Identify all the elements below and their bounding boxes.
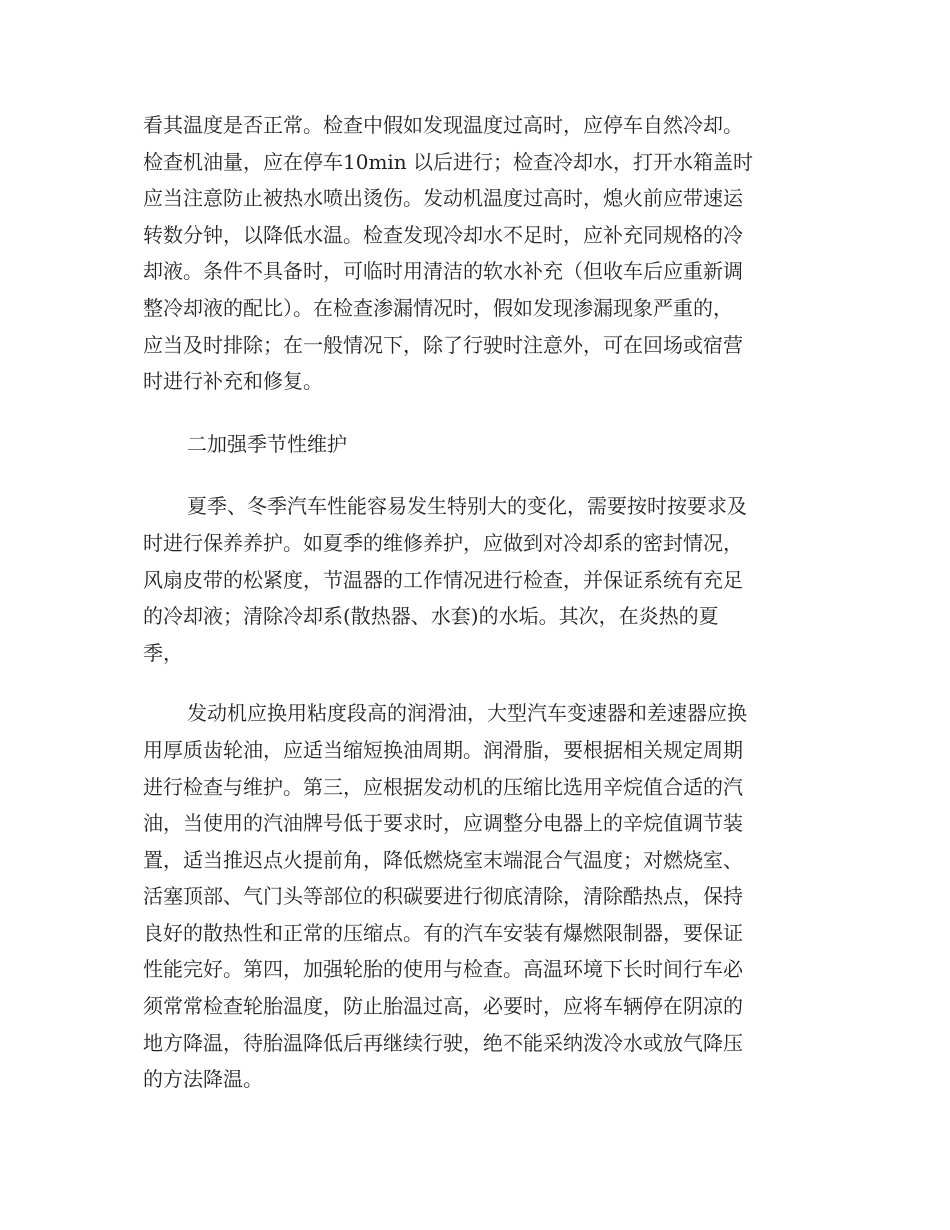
- text-line: 用厚质齿轮油，应适当缩短换油周期。润滑脂，要根据相关规定周期: [143, 737, 743, 762]
- text-line: 检查机油量，应在停车10min 以后进行；检查冷却水，打开水箱盖时: [143, 149, 754, 174]
- paragraph-1: [143, 107, 813, 400]
- text-line: 活塞顶部、气门头等部位的积碳要进行彻底清除，清除酷热点，保持: [143, 884, 743, 909]
- text-line: 油，当使用的汽油牌号低于要求时，应调整分电器上的辛烷值调节装: [143, 811, 743, 836]
- text-line: 的冷却液；清除冷却系(散热器、水套)的水垢。其次，在炎热的夏: [143, 604, 719, 629]
- text-line: 却液。条件不具备时，可临时用清洁的软水补充（但收车后应重新调: [143, 259, 743, 284]
- text-line: 风扇皮带的松紧度，节温器的工作情况进行检查，并保证系统有充足: [143, 567, 743, 592]
- text-line: 良好的散热性和正常的压缩点。有的汽车安装有爆燃限制器，要保证: [143, 920, 743, 945]
- text-line: 性能完好。第四，加强轮胎的使用与检查。高温环境下长时间行车必: [143, 957, 743, 982]
- text-line: 须常常检查轮胎温度，防止胎温过高，必要时，应将车辆停在阴凉的: [143, 994, 743, 1019]
- text-line: 时进行保养养护。如夏季的维修养护，应做到对冷却系的密封情况，: [143, 530, 743, 555]
- paragraph-2: [143, 488, 813, 671]
- paragraph-3: [143, 695, 813, 1098]
- text-line: 整冷却液的配比）。在检查渗漏情况时，假如发现渗漏现象严重的，: [143, 295, 733, 320]
- text-line: 夏季、冬季汽车性能容易发生特别大的变化，需要按时按要求及: [187, 494, 747, 519]
- text-line: 转数分钟，以降低水温。检查发现冷却水不足时，应补充同规格的冷: [143, 222, 743, 247]
- text-line: 应当及时排除；在一般情况下，除了行驶时注意外，可在回场或宿营: [143, 332, 743, 357]
- section-heading: 二加强季节性维护: [187, 431, 347, 456]
- text-line: 地方降温，待胎温降低后再继续行驶，绝不能采纳泼冷水或放气降压: [143, 1030, 743, 1055]
- document-page: [143, 107, 813, 1098]
- text-line: 发动机应换用粘度段高的润滑油，大型汽车变速器和差速器应换: [187, 701, 747, 726]
- text-line: 应当注意防止被热水喷出烫伤。发动机温度过高时，熄火前应带速运: [143, 186, 743, 211]
- text-line: 季，: [143, 640, 183, 665]
- text-line: 时进行补充和修复。: [143, 369, 323, 394]
- text-line: 置，适当推迟点火提前角，降低燃烧室末端混合气温度；对燃烧室、: [143, 847, 743, 872]
- text-line: 看其温度是否正常。检查中假如发现温度过高时，应停车自然冷却。: [143, 113, 743, 137]
- text-line: 进行检查与维护。第三，应根据发动机的压缩比选用辛烷值合适的汽: [143, 774, 743, 799]
- text-line: 的方法降温。: [143, 1067, 263, 1092]
